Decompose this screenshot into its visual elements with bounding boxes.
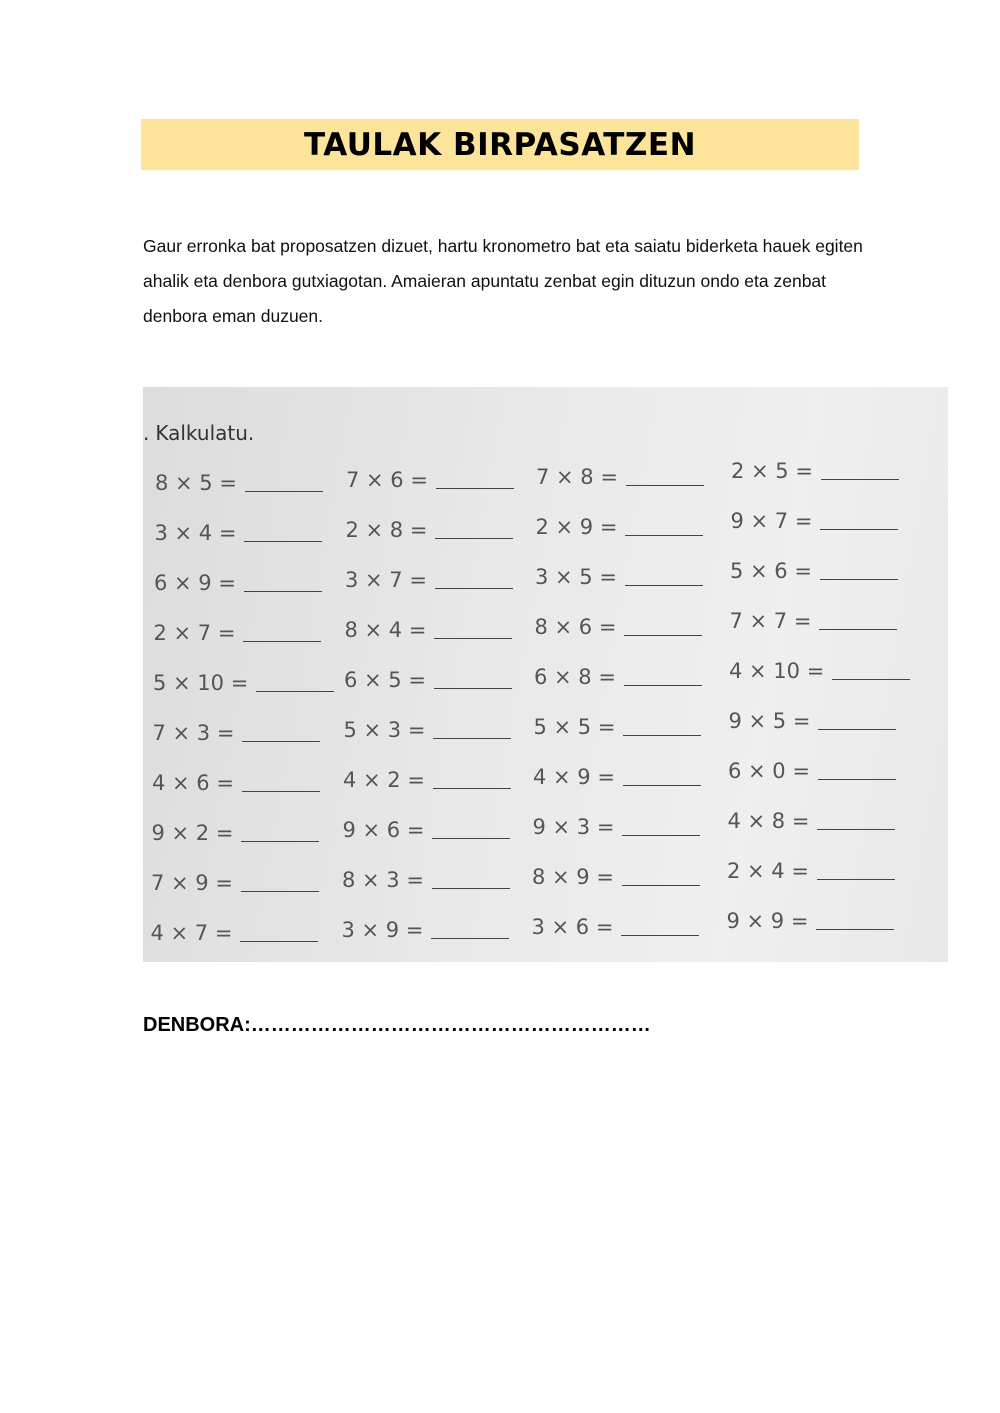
answer-blank[interactable] [625, 534, 703, 536]
problem-text: 8 × 5 = [155, 471, 237, 495]
problem-text: 2 × 5 = [731, 459, 813, 483]
multiplication-problem [730, 559, 898, 583]
multiplication-problem [155, 471, 323, 495]
multiplication-problem [727, 859, 895, 883]
answer-blank[interactable] [621, 934, 699, 936]
multiplication-problem [731, 509, 899, 533]
problem-text: 3 × 4 = [154, 521, 237, 545]
problem-text: 6 × 0 = [728, 759, 810, 783]
answer-blank[interactable] [431, 937, 509, 939]
answer-blank[interactable] [433, 787, 511, 789]
problem-text: 5 × 6 = [730, 559, 812, 583]
multiplication-problem [154, 621, 322, 645]
problem-text: 8 × 3 = [342, 868, 424, 892]
multiplication-problem [346, 518, 514, 542]
answer-blank[interactable] [432, 837, 510, 839]
problem-text: 7 × 9 = [151, 871, 233, 895]
problem-text: 2 × 9 = [535, 515, 618, 539]
answer-blank[interactable] [622, 884, 700, 886]
answer-blank[interactable] [623, 784, 701, 786]
multiplication-problem [346, 468, 514, 492]
problem-text: 9 × 2 = [151, 821, 234, 845]
answer-blank[interactable] [820, 528, 898, 530]
answer-blank[interactable] [818, 778, 896, 780]
multiplication-problem [536, 465, 704, 489]
multiplication-problem [153, 671, 334, 695]
multiplication-problem [344, 668, 512, 692]
answer-blank[interactable] [245, 490, 323, 492]
problem-text: 9 × 6 = [342, 818, 425, 842]
answer-blank[interactable] [817, 878, 895, 880]
multiplication-problem [729, 709, 897, 733]
problem-text: 3 × 9 = [341, 918, 424, 942]
answer-blank[interactable] [244, 590, 322, 592]
problem-text: 4 × 7 = [150, 921, 233, 945]
multiplication-problem [343, 768, 511, 792]
problem-text: 9 × 5 = [728, 709, 811, 733]
problem-text: 3 × 5 = [535, 565, 617, 589]
answer-blank[interactable] [242, 740, 320, 742]
answer-blank[interactable] [816, 928, 894, 930]
multiplication-problem [342, 868, 510, 892]
answer-blank[interactable] [821, 478, 899, 480]
problem-text: 4 × 9 = [533, 765, 615, 789]
multiplication-problem [727, 909, 895, 933]
multiplication-problem [532, 915, 700, 939]
problem-text: 2 × 7 = [153, 621, 236, 645]
answer-blank[interactable] [436, 487, 514, 489]
answer-blank[interactable] [244, 540, 322, 542]
answer-blank[interactable] [241, 840, 319, 842]
answer-blank[interactable] [256, 690, 334, 692]
answer-blank[interactable] [819, 628, 897, 630]
worksheet-photo [143, 387, 948, 962]
problem-text: 4 × 6 = [152, 771, 234, 795]
multiplication-problem [535, 615, 703, 639]
multiplication-problem [534, 715, 702, 739]
answer-blank[interactable] [625, 584, 703, 586]
multiplication-problem [152, 821, 320, 845]
answer-blank[interactable] [818, 728, 896, 730]
multiplication-problem [155, 521, 323, 545]
problem-text: 4 × 8 = [727, 809, 810, 833]
multiplication-problem [151, 921, 319, 945]
answer-blank[interactable] [623, 734, 701, 736]
problem-text: 4 × 2 = [343, 768, 425, 792]
multiplication-problem [532, 865, 700, 889]
problem-text: 8 × 9 = [532, 865, 614, 889]
problem-text: 2 × 8 = [345, 518, 428, 542]
problem-text: 6 × 8 = [534, 665, 616, 689]
multiplication-problem [729, 659, 910, 683]
multiplication-problem [728, 759, 896, 783]
problem-text: 5 × 3 = [343, 718, 426, 742]
multiplication-problem [153, 721, 321, 745]
answer-blank[interactable] [817, 828, 895, 830]
multiplication-problem [728, 809, 896, 833]
problem-text: 6 × 9 = [154, 571, 236, 595]
multiplication-problem [536, 515, 704, 539]
answer-blank[interactable] [243, 640, 321, 642]
answer-blank[interactable] [820, 578, 898, 580]
problem-text: 7 × 8 = [536, 465, 618, 489]
answer-blank[interactable] [434, 687, 512, 689]
multiplication-problem [343, 818, 511, 842]
multiplication-problem [533, 815, 701, 839]
problem-text: 3 × 6 = [531, 915, 614, 939]
answer-blank[interactable] [622, 834, 700, 836]
answer-blank[interactable] [832, 678, 910, 680]
multiplication-problem [151, 871, 319, 895]
answer-blank[interactable] [624, 684, 702, 686]
answer-blank[interactable] [433, 737, 511, 739]
answer-blank[interactable] [240, 940, 318, 942]
intro-text: Gaur erronka bat proposatzen dizuet, hartu kronometro bat eta saiatu biderketa hauek egiten ahalik eta denbora gutxiagotan. Amaieran apuntatu zenbat egin dituzun ondo eta zenbat denbora eman duzuen. [143, 236, 863, 326]
multiplication-problem [154, 571, 322, 595]
problem-text: 2 × 4 = [727, 859, 809, 883]
answer-blank[interactable] [624, 634, 702, 636]
worksheet-heading-text: Kalkulatu. [155, 421, 255, 445]
problem-text: 9 × 3 = [532, 815, 615, 839]
answer-blank[interactable] [432, 887, 510, 889]
multiplication-problem [731, 459, 899, 483]
multiplication-problem [345, 618, 513, 642]
answer-blank[interactable] [435, 537, 513, 539]
answer-blank[interactable] [626, 484, 704, 486]
multiplication-problem [535, 565, 703, 589]
problem-text: 8 × 4 = [344, 618, 427, 642]
problem-text: 9 × 9 = [726, 909, 809, 933]
title-banner [141, 119, 859, 170]
answer-blank[interactable] [242, 790, 320, 792]
multiplication-problem [344, 718, 512, 742]
multiplication-problem [534, 665, 702, 689]
problem-text: 7 × 7 = [729, 609, 812, 633]
time-answer-line: DENBORA:…………………………………………………… [143, 1014, 651, 1036]
answer-blank[interactable] [435, 587, 513, 589]
multiplication-problem [345, 568, 513, 592]
answer-blank[interactable] [434, 637, 512, 639]
problem-text: 4 × 10 = [729, 659, 825, 683]
answer-blank[interactable] [241, 890, 319, 892]
worksheet-heading: . Kalkulatu. [143, 421, 255, 445]
problem-text: 7 × 3 = [152, 721, 235, 745]
problem-text: 9 × 7 = [730, 509, 813, 533]
multiplication-problem [342, 918, 510, 942]
multiplication-problem [730, 609, 898, 633]
multiplication-problem [152, 771, 320, 795]
problem-text: 3 × 7 = [345, 568, 427, 592]
multiplication-problem [533, 765, 701, 789]
problem-text: 8 × 6 = [534, 615, 617, 639]
problem-text: 7 × 6 = [346, 468, 428, 492]
problem-text: 5 × 5 = [533, 715, 616, 739]
page-title: TAULAK BIRPASATZEN [303, 126, 697, 163]
problem-text: 5 × 10 = [153, 671, 249, 695]
problem-text: 6 × 5 = [344, 668, 426, 692]
